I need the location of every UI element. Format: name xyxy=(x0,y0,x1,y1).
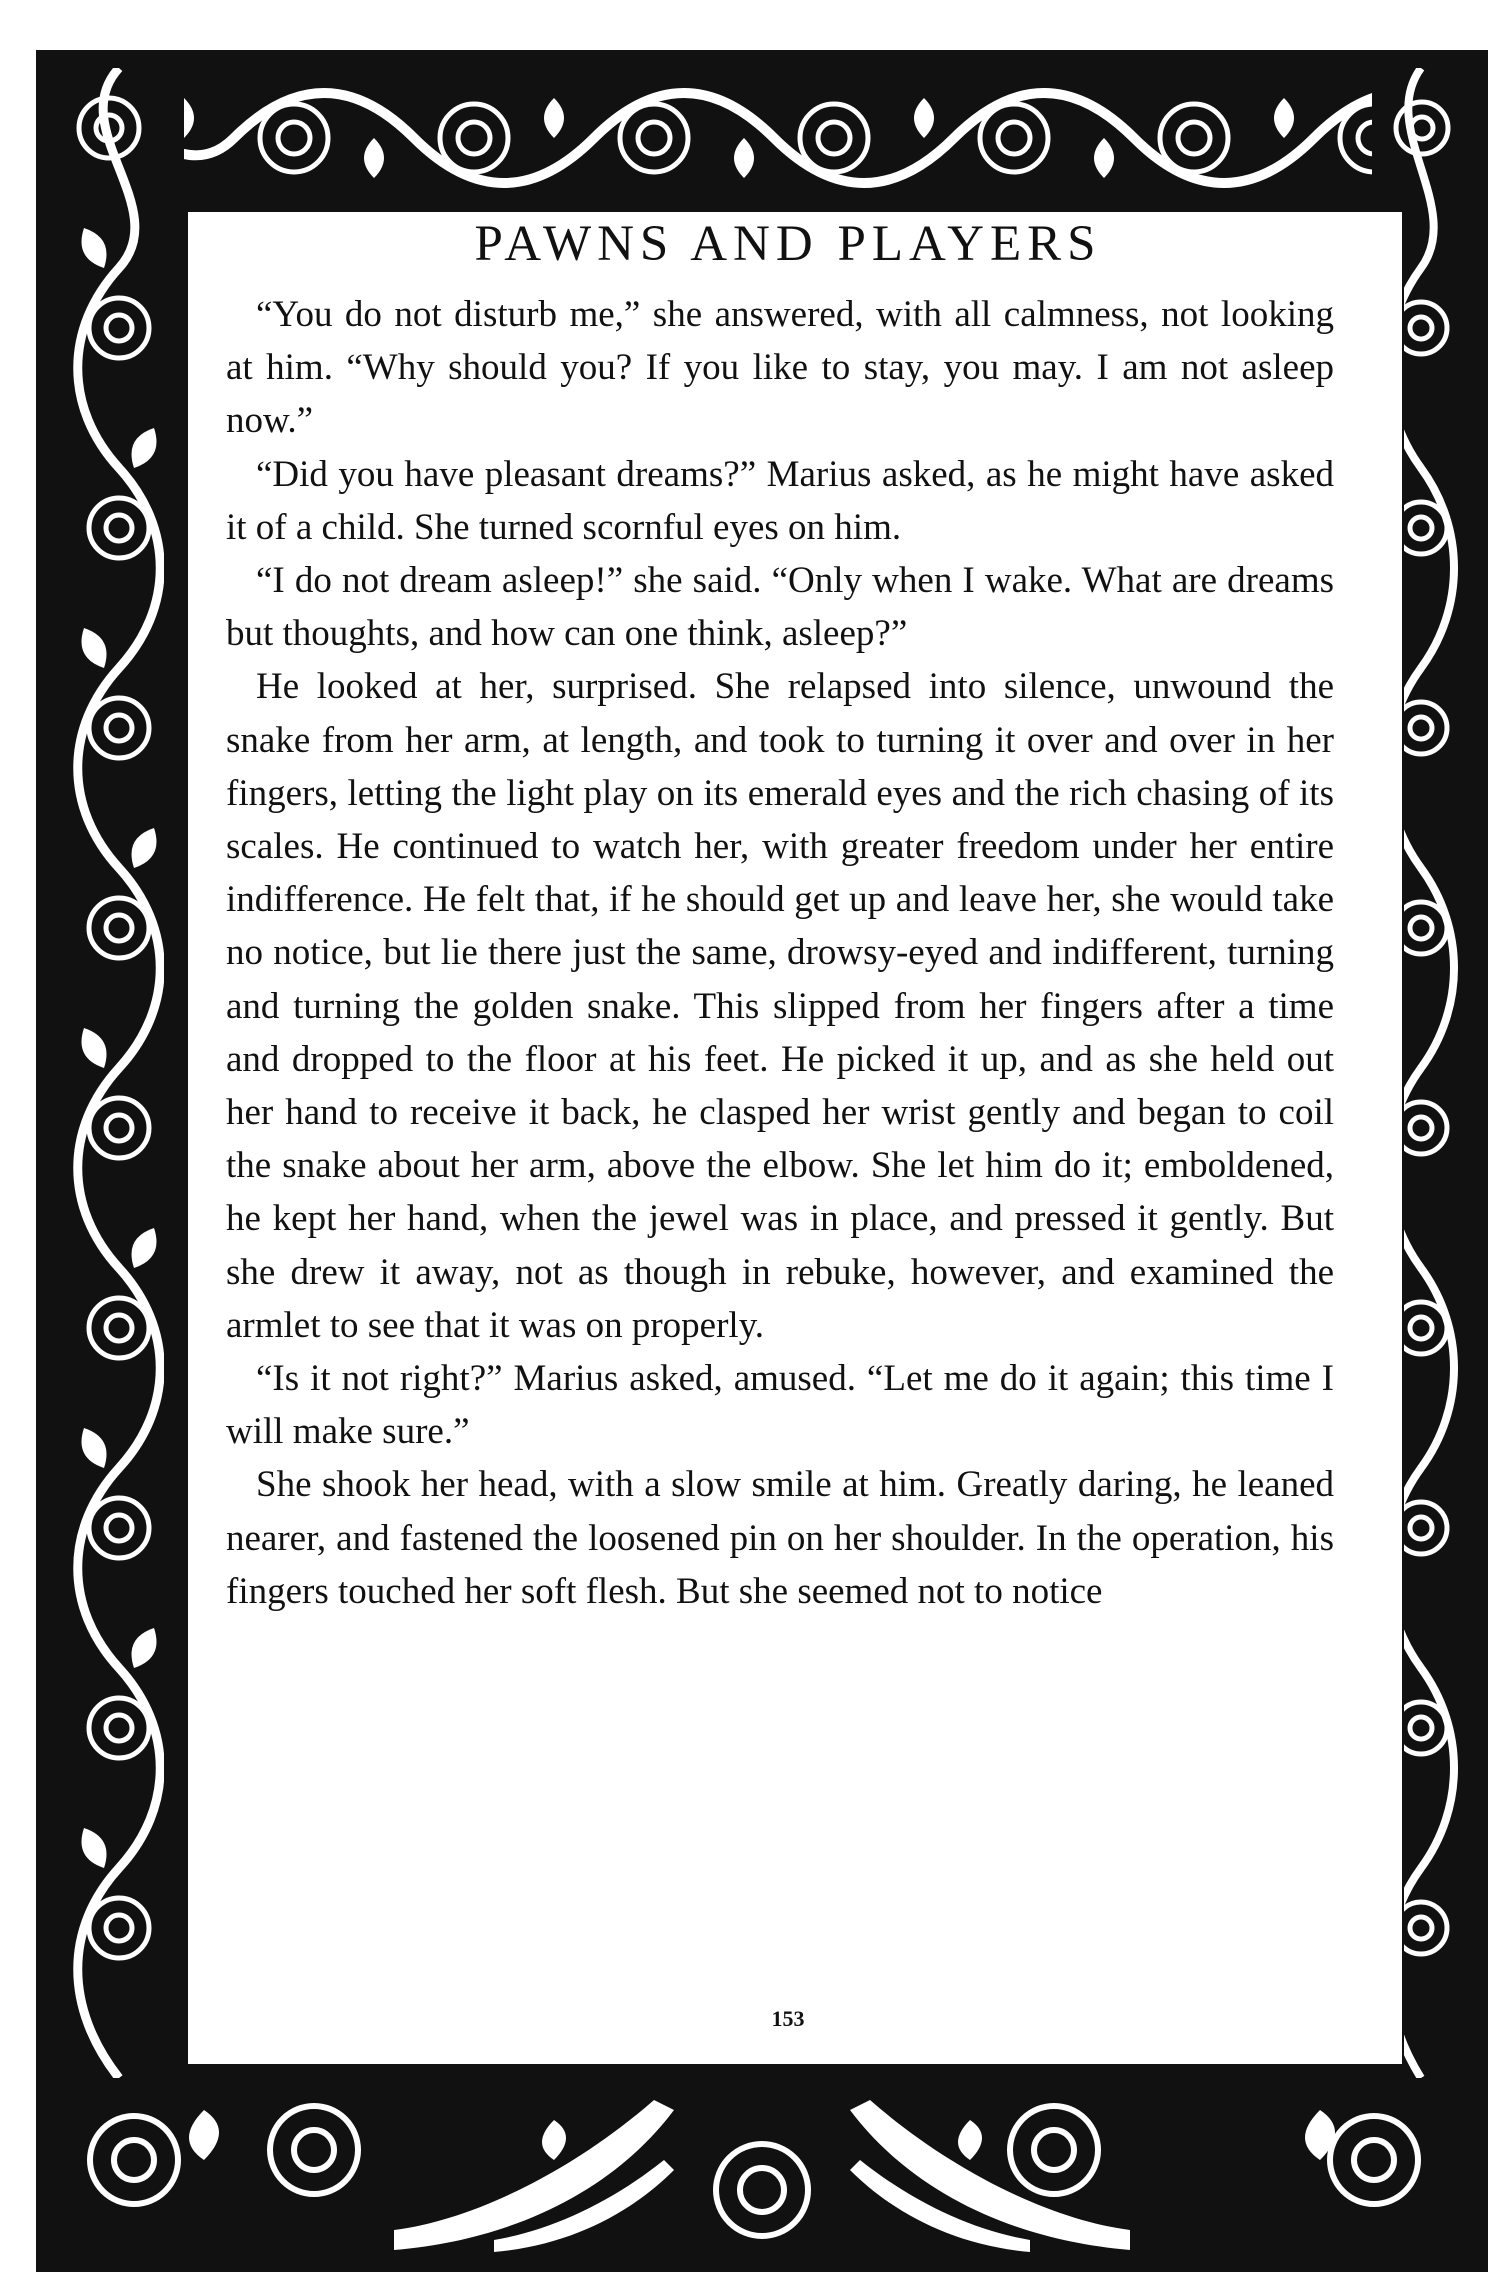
paragraph: “You do not disturb me,” she answered, with all calmness, not looking at him. “Why should you? If you like to stay, you may. I am not asleep now.” xyxy=(226,294,1334,442)
body-text xyxy=(226,288,1334,1618)
top-ornament-band xyxy=(54,68,1470,208)
paragraph: “I do not dream asleep!” she said. “Only when I wake. What are dreams but thoughts, and how can one think, asleep?” xyxy=(226,560,1334,655)
page-number: 153 xyxy=(771,2006,805,2031)
paragraph: She shook her head, with a slow smile at him. Greatly daring, he leaned nearer, and fastened the loosened pin on her shoulder. In the operation, his fingers touched her soft flesh. But she seemed not to notice xyxy=(226,1464,1334,1612)
panel-rule-left xyxy=(164,208,182,2078)
running-head: PAWNS AND PLAYERS xyxy=(474,216,1102,272)
panel-rule-bottom xyxy=(164,2064,1404,2080)
paragraph: “Is it not right?” Marius asked, amused. “Let me do it again; this time I will make sure.” xyxy=(226,1358,1334,1453)
paragraph: “Did you have pleasant dreams?” Marius asked, as he might have asked it of a child. She turned scornful eyes on him. xyxy=(226,453,1334,548)
paragraph: He looked at her, surprised. She relapsed into silence, unwound the snake from her arm, at length, and took to turning it over and over in her fingers, letting the light play on its emerald eyes and the rich chasing of its scales. He continued to watch her, with greater freedom under her entire indifference. He felt that, if he should get up and leave her, she would take no notice, but lie there just the same, drowsy-eyed and indifferent, turning and turning the golden snake. This slipped from her fingers after a time and dropped to the floor at his feet. He picked it up, and as she held out her hand to receive it back, he clasped her wrist gently and began to coil the snake about her arm, above the elbow. She let him do it; emboldened, he kept her hand, when the jewel was in place, and pressed it gently. But she drew it away, not as though in rebuke, however, and examined the armlet to see that it was on properly. xyxy=(226,666,1334,1346)
bottom-ornament-band xyxy=(54,2080,1470,2254)
